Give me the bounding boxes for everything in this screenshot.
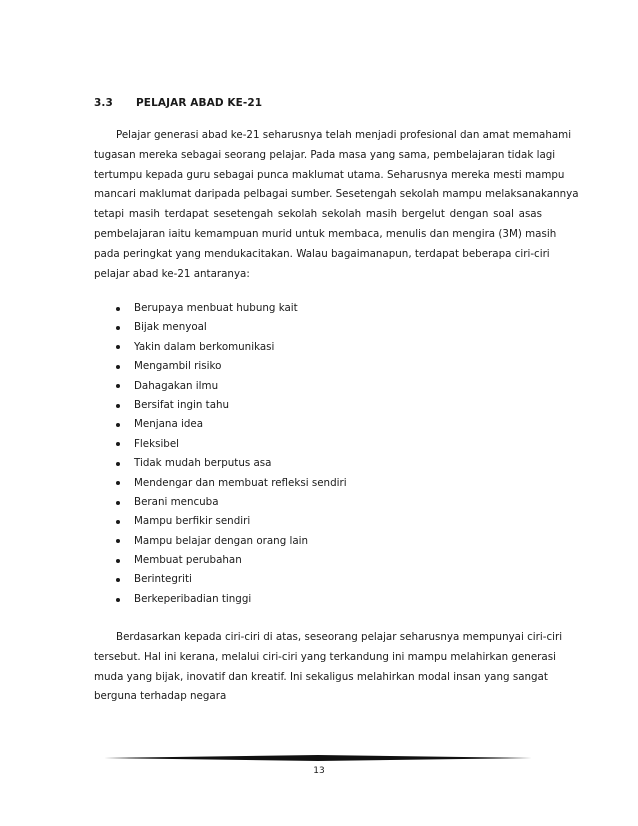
bullet-icon bbox=[116, 423, 120, 427]
bullet-icon bbox=[116, 365, 120, 369]
paragraph-line: Pelajar generasi abad ke-21 seharusnya telah menjadi profesional dan amat memahami bbox=[116, 129, 572, 141]
list-item bbox=[114, 590, 347, 609]
list-item bbox=[114, 532, 347, 551]
bullet-icon bbox=[116, 520, 120, 524]
intro-paragraph bbox=[94, 126, 579, 284]
list-item-label: Yakin dalam berkomunikasi bbox=[134, 340, 275, 353]
list-item bbox=[114, 435, 347, 454]
list-item-label: Dahagakan ilmu bbox=[134, 379, 219, 392]
list-item bbox=[114, 570, 347, 589]
paragraph-line: tertumpu kepada guru sebagai punca maklumat utama. Seharusnya mereka mesti mampu bbox=[94, 168, 565, 181]
list-item bbox=[114, 338, 347, 357]
paragraph-line: berguna terhadap negara bbox=[94, 690, 227, 703]
bullet-icon bbox=[116, 598, 120, 602]
paragraph-line: pelajar abad ke-21 antaranya: bbox=[94, 267, 250, 280]
footer-divider bbox=[104, 754, 532, 762]
bullet-icon bbox=[116, 559, 120, 563]
list-item bbox=[114, 415, 347, 434]
paragraph-line: tersebut. Hal ini kerana, melalui ciri-ciri yang terkandung ini mampu melahirkan generasi bbox=[94, 650, 556, 663]
list-item-label: Menjana idea bbox=[134, 418, 204, 431]
list-item-label: Mampu belajar dengan orang lain bbox=[134, 534, 309, 547]
list-item bbox=[114, 454, 347, 473]
list-item-label: Fleksibel bbox=[134, 437, 180, 450]
bullet-icon bbox=[116, 345, 120, 349]
page-number: 13 bbox=[313, 766, 325, 776]
paragraph-line: pada peringkat yang mendukacitakan. Walau bagaimanapun, terdapat beberapa ciri-ciri bbox=[94, 247, 550, 260]
list-item-label: Berupaya menbuat hubung kait bbox=[134, 302, 298, 314]
list-item bbox=[114, 493, 347, 512]
bullet-icon bbox=[116, 442, 120, 446]
list-item bbox=[114, 318, 347, 337]
bullet-icon bbox=[116, 578, 120, 582]
section-number: 3.3 bbox=[94, 97, 113, 109]
bullet-icon bbox=[116, 307, 120, 311]
paragraph-line: Berdasarkan kepada ciri-ciri di atas, seseorang pelajar seharusnya mempunyai ciri-ciri bbox=[116, 631, 563, 643]
list-item-label: Tidak mudah berputus asa bbox=[134, 457, 272, 470]
paragraph-line: tetapi masih terdapat sesetengah sekolah sekolah masih bergelut dengan soal asas bbox=[94, 208, 542, 221]
list-item-label: Mampu berfikir sendiri bbox=[134, 515, 251, 528]
bullet-icon bbox=[116, 384, 120, 388]
list-item-label: Berani mencuba bbox=[134, 495, 219, 508]
list-item-label: Bersifat ingin tahu bbox=[134, 398, 230, 411]
paragraph-line: tugasan mereka sebagai seorang pelajar. Pada masa yang sama, pembelajaran tidak lagi bbox=[94, 148, 556, 161]
bullet-icon bbox=[116, 539, 120, 543]
list-item bbox=[114, 474, 347, 493]
list-item-label: Mengambil risiko bbox=[134, 360, 222, 373]
list-item-label: Berintegriti bbox=[134, 573, 192, 586]
bullet-icon bbox=[116, 501, 120, 505]
list-item bbox=[114, 396, 347, 415]
list-item bbox=[114, 299, 347, 318]
bullet-icon bbox=[116, 462, 120, 466]
paragraph-line: muda yang bijak, inovatif dan kreatif. Ini sekaligus melahirkan modal insan yang sangat bbox=[94, 670, 548, 683]
list-item-label: Berkeperibadian tinggi bbox=[134, 592, 252, 605]
section-heading bbox=[94, 97, 262, 109]
characteristics-list bbox=[114, 299, 347, 609]
list-item bbox=[114, 512, 347, 531]
list-item-label: Mendengar dan membuat refleksi sendiri bbox=[134, 476, 347, 489]
list-item bbox=[114, 551, 347, 570]
conclusion-paragraph bbox=[94, 628, 563, 707]
bullet-icon bbox=[116, 481, 120, 485]
list-item bbox=[114, 357, 347, 376]
paragraph-line: mancari maklumat daripada pelbagai sumber. Sesetengah sekolah mampu melaksanakannya bbox=[94, 188, 579, 201]
section-title: PELAJAR ABAD KE-21 bbox=[136, 97, 263, 109]
paragraph-line: pembelajaran iaitu kemampuan murid untuk membaca, menulis dan mengira (3M) masih bbox=[94, 227, 557, 240]
bullet-icon bbox=[116, 404, 120, 408]
bullet-icon bbox=[116, 326, 120, 330]
list-item-label: Membuat perubahan bbox=[134, 554, 242, 567]
list-item bbox=[114, 377, 347, 396]
list-item-label: Bijak menyoal bbox=[134, 321, 207, 334]
